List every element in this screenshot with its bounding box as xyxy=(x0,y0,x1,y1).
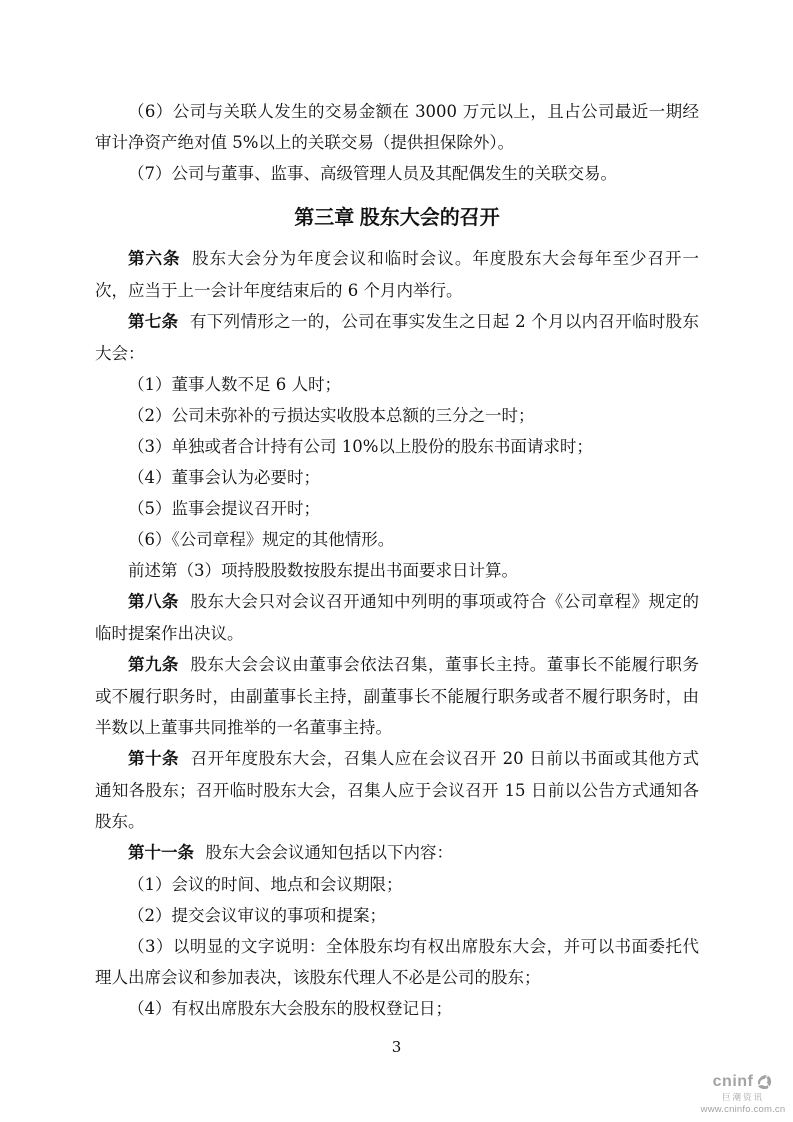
clause-item xyxy=(95,369,699,400)
clause-item xyxy=(95,158,699,189)
article-paragraph xyxy=(95,586,699,649)
clause-item xyxy=(95,869,699,900)
clause-item xyxy=(95,400,699,431)
document-body xyxy=(95,96,699,1024)
article-paragraph xyxy=(95,243,699,306)
clause-text: （1）会议的时间、地点和会议期限； xyxy=(128,875,403,894)
article-paragraph xyxy=(95,306,699,369)
page-number: 3 xyxy=(391,1038,402,1056)
clause-item xyxy=(95,431,699,462)
clause-item xyxy=(95,524,699,555)
clause-text: 前述第（3）项持股股数按股东提出书面要求日计算。 xyxy=(128,561,518,580)
clause-text: （2）提交会议审议的事项和提案； xyxy=(128,906,386,925)
article-text: 召开年度股东大会，召集人应在会议召开 20 日前以书面或其他方式通知各股东；召开临时股东大会，召集人应于会议召开 15 日前以公告方式通知各股东。 xyxy=(95,749,699,831)
clause-item xyxy=(95,96,699,158)
clause-text: （6）《公司章程》规定的其他情形。 xyxy=(128,530,395,549)
clause-text: （3）单独或者合计持有公司 10%以上股份的股东书面请求时； xyxy=(128,437,593,456)
cninfo-logo xyxy=(697,1073,789,1114)
clause-text: （3）以明显的文字说明：全体股东均有权出席股东大会，并可以书面委托代理人出席会议和参加表决，该股东代理人不必是公司的股东； xyxy=(95,937,699,987)
article-paragraph xyxy=(95,649,699,743)
clause-text: （6）公司与关联人发生的交易金额在 3000 万元以上，且占公司最近一期经审计净资产绝对值 5%以上的关联交易（提供担保除外）。 xyxy=(95,102,699,152)
cninfo-website: www.cninfo.com.cn xyxy=(700,1103,786,1115)
chapter-heading: 第三章 股东大会的召开 xyxy=(294,207,500,229)
article-text: 股东大会只对会议召开通知中列明的事项或符合《公司章程》规定的临时提案作出决议。 xyxy=(95,592,700,643)
clause-item xyxy=(95,462,699,493)
article-number: 第十一条 xyxy=(128,844,194,862)
article-text: 有下列情形之一的，公司在事实发生之日起 2 个月以内召开临时股东大会： xyxy=(95,312,699,363)
clause-note xyxy=(95,555,699,586)
article-number: 第七条 xyxy=(128,313,179,331)
article-number: 第九条 xyxy=(128,656,179,674)
clause-text: （4）董事会认为必要时； xyxy=(128,468,320,487)
clause-text: （5）监事会提议召开时； xyxy=(128,499,320,518)
article-number: 第十条 xyxy=(128,750,180,768)
clause-item xyxy=(95,993,699,1024)
clause-item xyxy=(95,931,699,993)
clause-text: （2）公司未弥补的亏损达实收股本总额的三分之一时； xyxy=(128,406,535,425)
cninfo-logo-wordmark-row xyxy=(697,1073,789,1091)
article-number: 第八条 xyxy=(128,593,179,611)
article-text: 股东大会分为年度会议和临时会议。年度股东大会每年至少召开一次，应当于上一会计年度结束后的 6 个月内举行。 xyxy=(95,249,700,300)
clause-text: （4）有权出席股东大会股东的股权登记日； xyxy=(128,999,452,1018)
article-text: 股东大会会议通知包括以下内容： xyxy=(205,843,454,862)
cninfo-company-name: 巨潮资讯 xyxy=(721,1092,764,1102)
cninfo-swirl-icon xyxy=(755,1073,773,1091)
article-number: 第六条 xyxy=(128,250,181,268)
clause-item xyxy=(95,493,699,524)
clause-item xyxy=(95,900,699,931)
article-text: 股东大会会议由董事会依法召集，董事长主持。董事长不能履行职务或不履行职务时，由副董事长主持，副董事长不能履行职务或者不履行职务时，由半数以上董事共同推举的一名董事主持。 xyxy=(95,655,700,737)
cninfo-wordmark: cninf xyxy=(712,1073,754,1090)
clause-text: （7）公司与董事、监事、高级管理人员及其配偶发生的关联交易。 xyxy=(128,164,617,183)
article-paragraph xyxy=(95,743,699,837)
article-paragraph xyxy=(95,837,699,869)
clause-text: （1）董事人数不足 6 人时； xyxy=(128,375,341,394)
